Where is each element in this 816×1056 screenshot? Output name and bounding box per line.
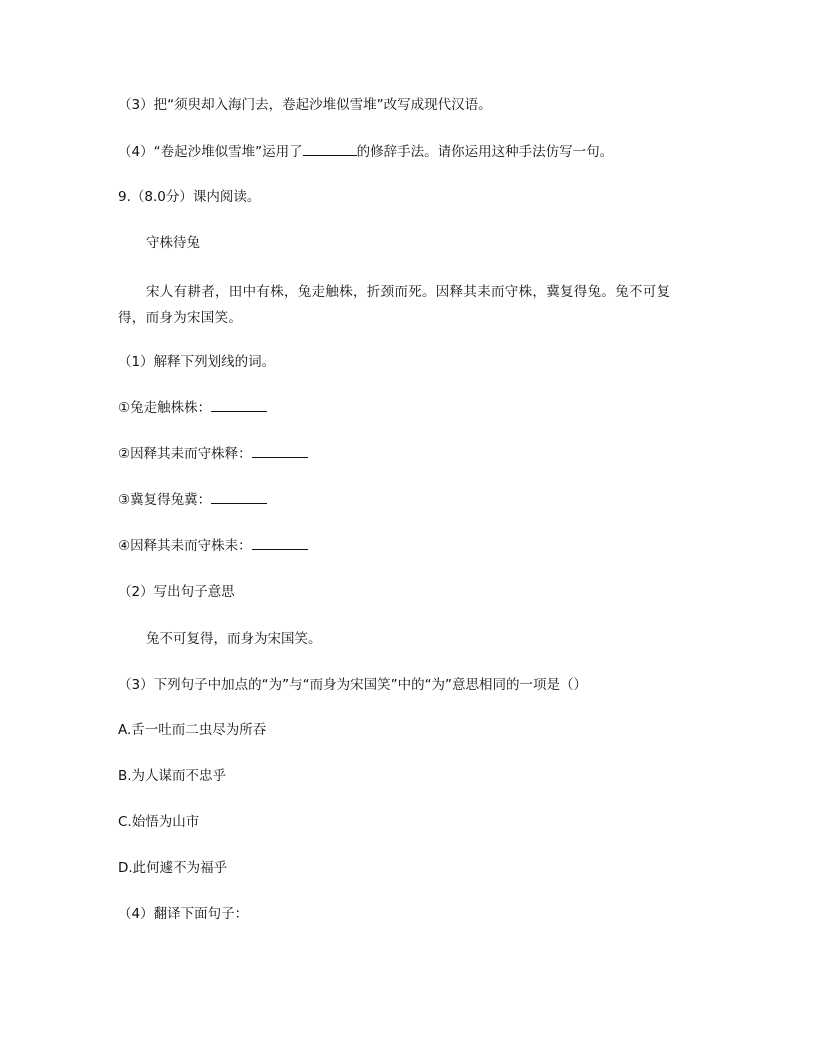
item-b-label: ②因释其耒而守株释： (118, 446, 252, 462)
question-9-1-item-d (118, 535, 308, 557)
option-c: C.始悟为山市 (118, 814, 200, 830)
option-d: D.此何遽不为福乎 (118, 860, 228, 876)
question-9-1-item-b (118, 443, 308, 465)
answer-blank[interactable] (252, 535, 308, 550)
question-9-1-item-c (118, 489, 267, 511)
option-a: A.舌一吐而二虫尽为所吞 (118, 722, 267, 738)
answer-blank[interactable] (252, 443, 308, 458)
passage-text: 宋人有耕者，田中有株，兔走触株，折颈而死。因释其耒而守株，冀复得兔。兔不可复得，而身为宋国笑。 (118, 284, 671, 326)
question-9-1: （1）解释下列划线的词。 (118, 354, 276, 370)
question-8-4 (118, 141, 613, 163)
question-9-2: （2）写出句子意思 (118, 584, 235, 600)
question-8-3: （3）把“须臾却入海门去，卷起沙堆似雪堆”改写成现代汉语。 (118, 97, 492, 113)
answer-blank[interactable] (211, 397, 267, 412)
answer-blank[interactable] (211, 489, 267, 504)
answer-blank[interactable] (303, 141, 357, 156)
question-8-4-text-after: 的修辞手法。请你运用这种手法仿写一句。 (356, 144, 614, 160)
item-c-label: ③冀复得兔冀： (118, 492, 212, 508)
question-9-3: （3）下列句子中加点的“为”与“而身为宋国笑”中的“为”意思相同的一项是（） (118, 677, 588, 693)
item-a-label: ①兔走触株株： (118, 400, 212, 416)
option-b: B.为人谋而不忠乎 (118, 768, 227, 784)
passage-title: 守株待兔 (146, 235, 200, 251)
item-d-label: ④因释其耒而守株耒： (118, 538, 252, 554)
question-9-2-sentence: 兔不可复得，而身为宋国笑。 (146, 631, 322, 647)
question-9-4: （4）翻译下面句子： (118, 906, 249, 922)
question-9-1-item-a (118, 397, 267, 419)
question-9-header: 9.（8.0分）课内阅读。 (118, 189, 261, 205)
question-8-4-text-before: （4）“卷起沙堆似雪堆”运用了 (118, 144, 303, 160)
